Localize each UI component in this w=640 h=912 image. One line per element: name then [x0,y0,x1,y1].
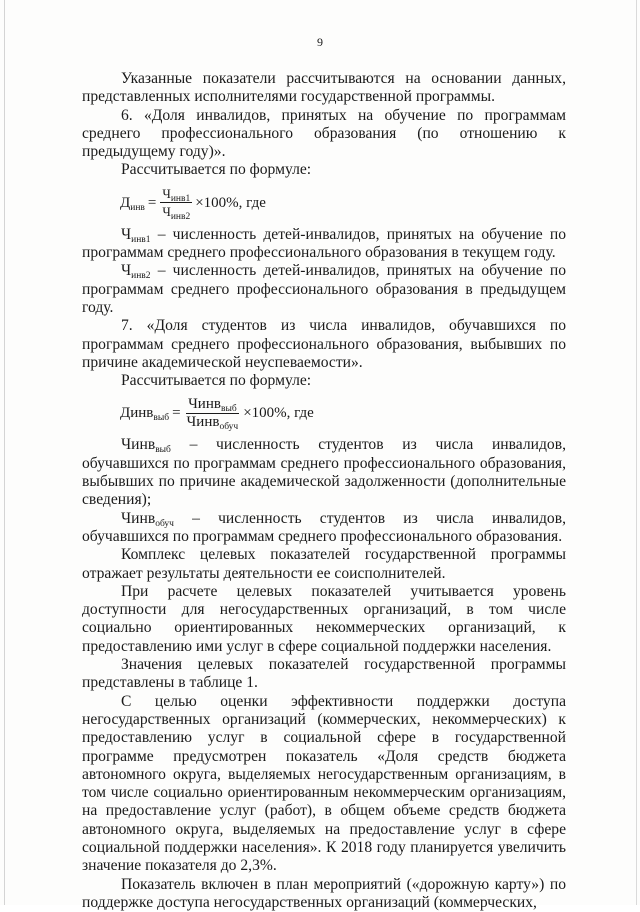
formula-equals: = [172,405,181,422]
scan-edge-right [636,0,637,905]
definition-ch-inv2: $Ч_{инв2}$ – численность детей-инвалидов, принятых на обучение по программам среднего профессионального образования в предыдущем году. [82,262,566,316]
formula-tail: ×100%, где [243,405,314,422]
formula-denominator: Чинв$_{обуч}$ [186,413,239,432]
formula-disabled-share [120,180,566,226]
formula-denominator: $Ч_{инв2}$ [162,204,191,223]
formula-fraction [185,397,241,430]
paragraph-data-source: Указанные показатели рассчитываются на основании данных, представленных исполнителями государственной программы. [82,70,566,106]
page-number: 9 [317,35,323,49]
formula-lhs: Динв$_{выб}$ [120,405,170,424]
paragraph-indicators-complex: Комплекс целевых показателей государственной программы отражает результаты деятельности ее соисполнителей. [82,546,566,582]
formula-tail: ×100%, где [195,194,266,211]
paragraph-roadmap: Показатель включен в план мероприятий («дорожную карту») по поддержке доступа негосударственных организаций (коммерческих, [82,875,566,911]
formula-dropout-share [120,390,566,436]
formula-lhs: $Д_{инв}$ [120,194,145,213]
definition-ch-inv1: $Ч_{инв1}$ – численность детей-инвалидов, принятых на обучение по программам среднего профессионального образования в текущем году. [82,225,566,262]
paragraph-indicator-7: 7. «Доля студентов из числа инвалидов, обучавшихся по программам среднего профессионального образования, выбывших по причине академической неуспеваемости». [82,317,566,371]
formula-numerator: Чинв$_{выб}$ [188,395,237,414]
document-body [82,70,566,912]
formula-numerator: $Ч_{инв1}$ [162,186,191,205]
definition-chinv-vyb: Чинв$_{выб}$ – численность студентов из числа инвалидов, обучавшихся по программам среднего профессионального образования, выбывших по причине академической задолженности (дополнительные сведения); [82,436,566,509]
formula-equals: = [147,194,157,211]
paragraph-indicator-6: 6. «Доля инвалидов, принятых на обучение по программам среднего профессионального образования (по отношению к предыдущему году)». [82,106,566,161]
scan-edge-left [4,0,5,905]
definition-chinv-obuch: Чинв$_{обуч}$ – численность студентов из числа инвалидов, обучавшихся по программам среднего профессионального образования. [82,509,566,545]
formula-intro: Рассчитывается по формуле: [121,161,312,179]
formula-fraction [160,186,192,223]
formula-intro: Рассчитывается по формуле: [121,372,312,390]
paragraph-nongovernment-support: С целью оценки эффективности поддержки доступа негосударственных организаций (коммерческих, некоммерческих) к предоставлению услуг в социальной сфере в государственной программе предусмотрен показатель «Доля средств бюджета автономного округа, выделяемых негосударственным организациям, в том числе социально ориентированным некоммерческим организациям, на предоставление услуг (работ), в общем объеме средств бюджета автономного округа, выделяемых на предоставление услуг в сфере социальной поддержки населения». К 2018 году планируется увеличить значение показателя до 2,3%. [82,692,566,875]
paragraph-table-reference: Значения целевых показателей государственной программы представлены в таблице 1. [82,656,566,692]
paragraph-accessibility: При расчете целевых показателей учитывается уровень доступности для негосударственных организаций, в том числе социально ориентированных некоммерческих организаций, к предоставлению ими услуг в сфере социальной поддержки населения. [82,582,566,655]
